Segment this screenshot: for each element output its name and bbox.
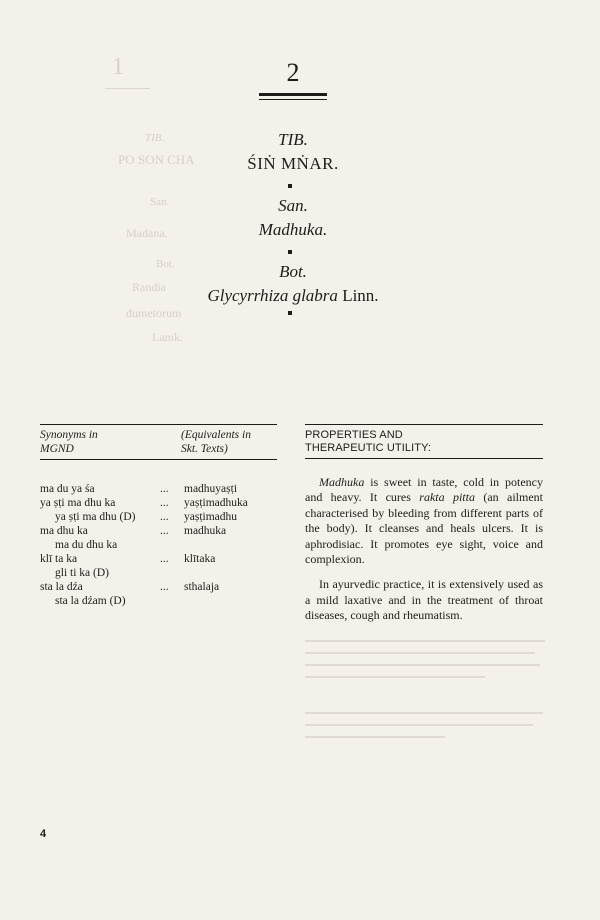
synonyms-header-mgnd	[40, 428, 150, 456]
bleedthrough-text: Lamk.	[152, 330, 183, 344]
separator-bullet	[288, 250, 292, 254]
properties-section	[305, 424, 543, 624]
synonyms-list	[40, 482, 277, 608]
bleedthrough-number: 1	[112, 54, 124, 80]
sanskrit-name: Madhuka.	[258, 220, 328, 239]
header-text: Synonyms in	[40, 429, 98, 441]
synonym-tibetan: ma du ya śa	[40, 483, 95, 495]
synonym-tibetan: sta la dźam (D)	[55, 595, 126, 607]
synonyms-header-skt	[181, 428, 277, 456]
bleedthrough-paragraph	[305, 640, 555, 688]
synonyms-section	[40, 424, 277, 608]
tibetan-name: ŚIṄ MṄAR.	[247, 154, 339, 173]
synonym-row	[40, 538, 277, 552]
synonym-row	[40, 594, 277, 608]
synonym-tibetan: ma dhu ka	[40, 525, 88, 537]
separator-bullet	[288, 184, 292, 188]
botanical-name	[0, 286, 586, 306]
synonym-tibetan: ya ṣṭi ma dhu ka	[40, 497, 116, 509]
synonym-equivalent: yaṣṭimadhuka	[184, 497, 248, 509]
synonyms-header-rule	[40, 459, 277, 460]
bleedthrough-text: Randia	[132, 280, 166, 294]
page-number: 4	[40, 828, 47, 840]
header-text: MGND	[40, 443, 74, 455]
bleedthrough-text: San.	[150, 196, 170, 208]
synonym-row	[40, 482, 277, 496]
synonym-dots: ...	[160, 553, 169, 565]
synonym-dots: ...	[160, 483, 169, 495]
synonym-row	[40, 552, 277, 566]
synonym-tibetan: klī ta ka	[40, 553, 78, 565]
header-text: (Equivalents in	[181, 429, 251, 441]
synonym-row	[40, 580, 277, 594]
properties-paragraph-1	[305, 475, 543, 567]
properties-title-line: PROPERTIES AND	[305, 429, 403, 441]
paragraph-text: is sweet in taste, cold in potency and heavy. It cures	[305, 475, 543, 505]
tibetan-label: TIB.	[278, 130, 308, 149]
synonym-row	[40, 496, 277, 510]
separator-bullet	[288, 311, 292, 315]
synonym-dots: ...	[160, 525, 169, 537]
bleedthrough-rule	[105, 88, 150, 89]
sanskrit-label: San.	[278, 196, 308, 215]
properties-title-rule	[305, 458, 543, 459]
synonym-tibetan: sta la dźa	[40, 581, 83, 593]
synonym-dots: ...	[160, 497, 169, 509]
ailment-name-italic: rakta pitta	[419, 490, 475, 505]
synonym-equivalent: klītaka	[184, 553, 216, 565]
properties-title-line: THERAPEUTIC UTILITY:	[305, 442, 432, 454]
bleedthrough-text: Madana.	[126, 226, 168, 240]
synonym-equivalent: madhuyaṣṭi	[184, 483, 238, 495]
botanical-author: Linn.	[342, 286, 379, 305]
bleedthrough-paragraph	[305, 712, 555, 748]
properties-paragraph-2: In ayurvedic practice, it is extensively used as a mild laxative and in the treatment of throat diseases, cough and rheumatism.	[305, 577, 543, 623]
synonyms-header	[40, 425, 277, 456]
properties-title	[305, 425, 543, 458]
chapter-rule-thin	[259, 99, 327, 100]
synonym-tibetan: ya ṣṭi ma dhu (D)	[55, 511, 136, 523]
chapter-rule-thick	[259, 93, 327, 96]
plant-name-italic: Madhuka	[319, 475, 365, 489]
botanical-label: Bot.	[279, 262, 307, 281]
synonym-row	[40, 524, 277, 538]
synonym-equivalent: madhuka	[184, 525, 227, 537]
synonym-equivalent: yaṣṭimadhu	[184, 511, 238, 523]
synonym-equivalent: sthalaja	[184, 581, 220, 593]
synonym-dots: ...	[160, 581, 169, 593]
synonym-tibetan: ma du dhu ka	[55, 539, 118, 551]
synonym-dots: ...	[160, 511, 169, 523]
botanical-genus: Glycyrrhiza glabra	[207, 286, 338, 305]
bleedthrough-text: PO SON CHA	[118, 152, 195, 167]
chapter-number: 2	[286, 58, 300, 87]
bleedthrough-text: dumetorum	[126, 306, 182, 320]
synonym-row	[40, 566, 277, 580]
synonym-row	[40, 510, 277, 524]
header-text: Skt. Texts)	[181, 443, 228, 455]
bleedthrough-text: Bot.	[156, 258, 175, 270]
paragraph-text: (an ailment characterised by bleeding from different parts of the body). It cleanses and heals ulcers. It is aphrodisiac. It promotes eye sight, voice and complexion.	[305, 490, 543, 567]
synonym-tibetan: gli ti ka (D)	[55, 567, 109, 579]
bleedthrough-text: TIB.	[145, 132, 165, 144]
